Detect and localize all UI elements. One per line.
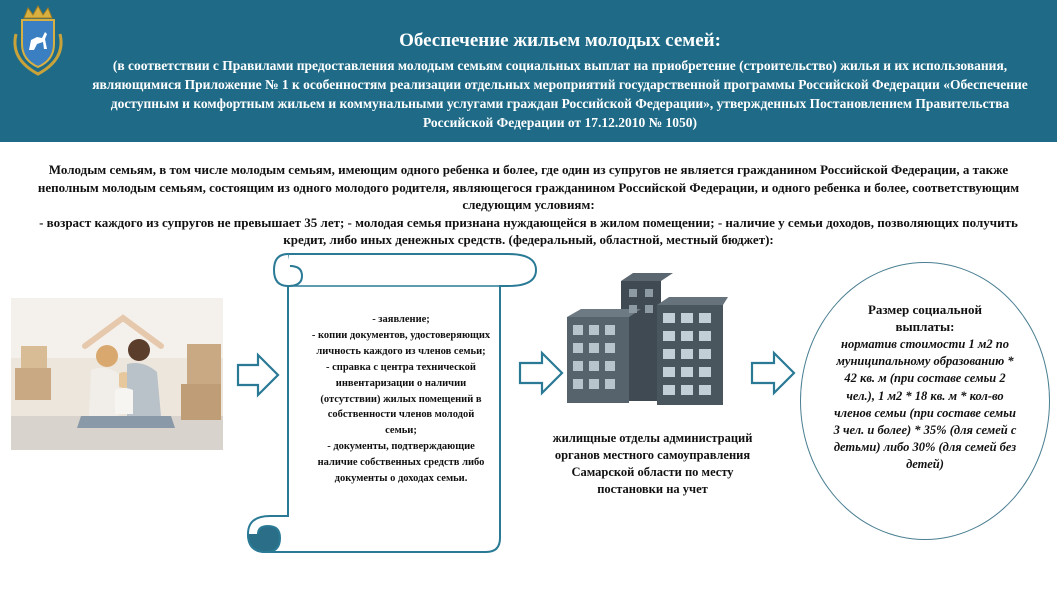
page-title: Обеспечение жильем молодых семей: (399, 30, 721, 51)
housing-department-text: жилищные отделы администраций органов местного самоуправления Самарской области по месту постановки на учет (552, 431, 753, 496)
document-item: - документы, подтверждающие наличие собственных средств либо документы о доходах семьи. (317, 441, 485, 485)
header-banner (0, 0, 1057, 142)
eligibility-text (20, 161, 1037, 249)
required-documents-list (311, 312, 491, 487)
right-arrow-icon (518, 350, 564, 396)
eligibility-conditions: - возраст каждого из супругов не превышает 35 лет; - молодая семья признана нуждающейся в жилом помещении; - наличие у семьи доходов, позволяющих получить кредит, либо иных денежных средств. (федеральный, областной, местный бюджет): (39, 214, 1018, 247)
document-item: - справка с центра технической инвентаризации о наличии (отсутствии) жилых помещений в собственности членов молодой семьи; (320, 361, 482, 437)
payment-size-formula: норматив стоимости 1 м2 по муниципальному образованию * 42 кв. м (при составе семьи 2 чел.), 1 м2 * 18 кв. м * кол-во членов семьи (при составе семьи 3 чел. и более) * 35% (для семей с детьми) либо 30% (для семей без детей) (833, 337, 1017, 472)
office-building-icon (561, 273, 728, 408)
document-item: - копии документов, удостоверяющих личность каждого из членов семьи; (311, 329, 491, 357)
family-photo (11, 298, 223, 450)
right-arrow-icon (750, 350, 796, 396)
coat-of-arms-emblem (6, 4, 70, 78)
page-subtitle: (в соответствии с Правилами предоставления молодым семьям социальных выплат на приобретение (строительство) жилья и их использования, являющимися Приложение № 1 к особенностям реализации отдельных мероприятий государственной программы Российской Федерации «Обеспечение доступным и комфортным жильем и коммунальными услугами граждан Российской Федерации», утвержденных Постановлением Правительства Российской Федерации от 17.12.2010 № 1050) (92, 58, 1028, 130)
document-item: - заявление; (372, 314, 430, 325)
payment-size-title: Размер социальной выплаты: (867, 302, 983, 334)
eligibility-description: Молодым семьям, в том числе молодым семьям, имеющим одного ребенка и более, где один из супругов не является гражданином Российской Федерации, а также неполным молодым семьям, состоящим из одного молодого родителя, являющегося гражданином Российской Федерации, и одного ребенка и более, соответствующим следующим условиям: (37, 162, 1020, 212)
